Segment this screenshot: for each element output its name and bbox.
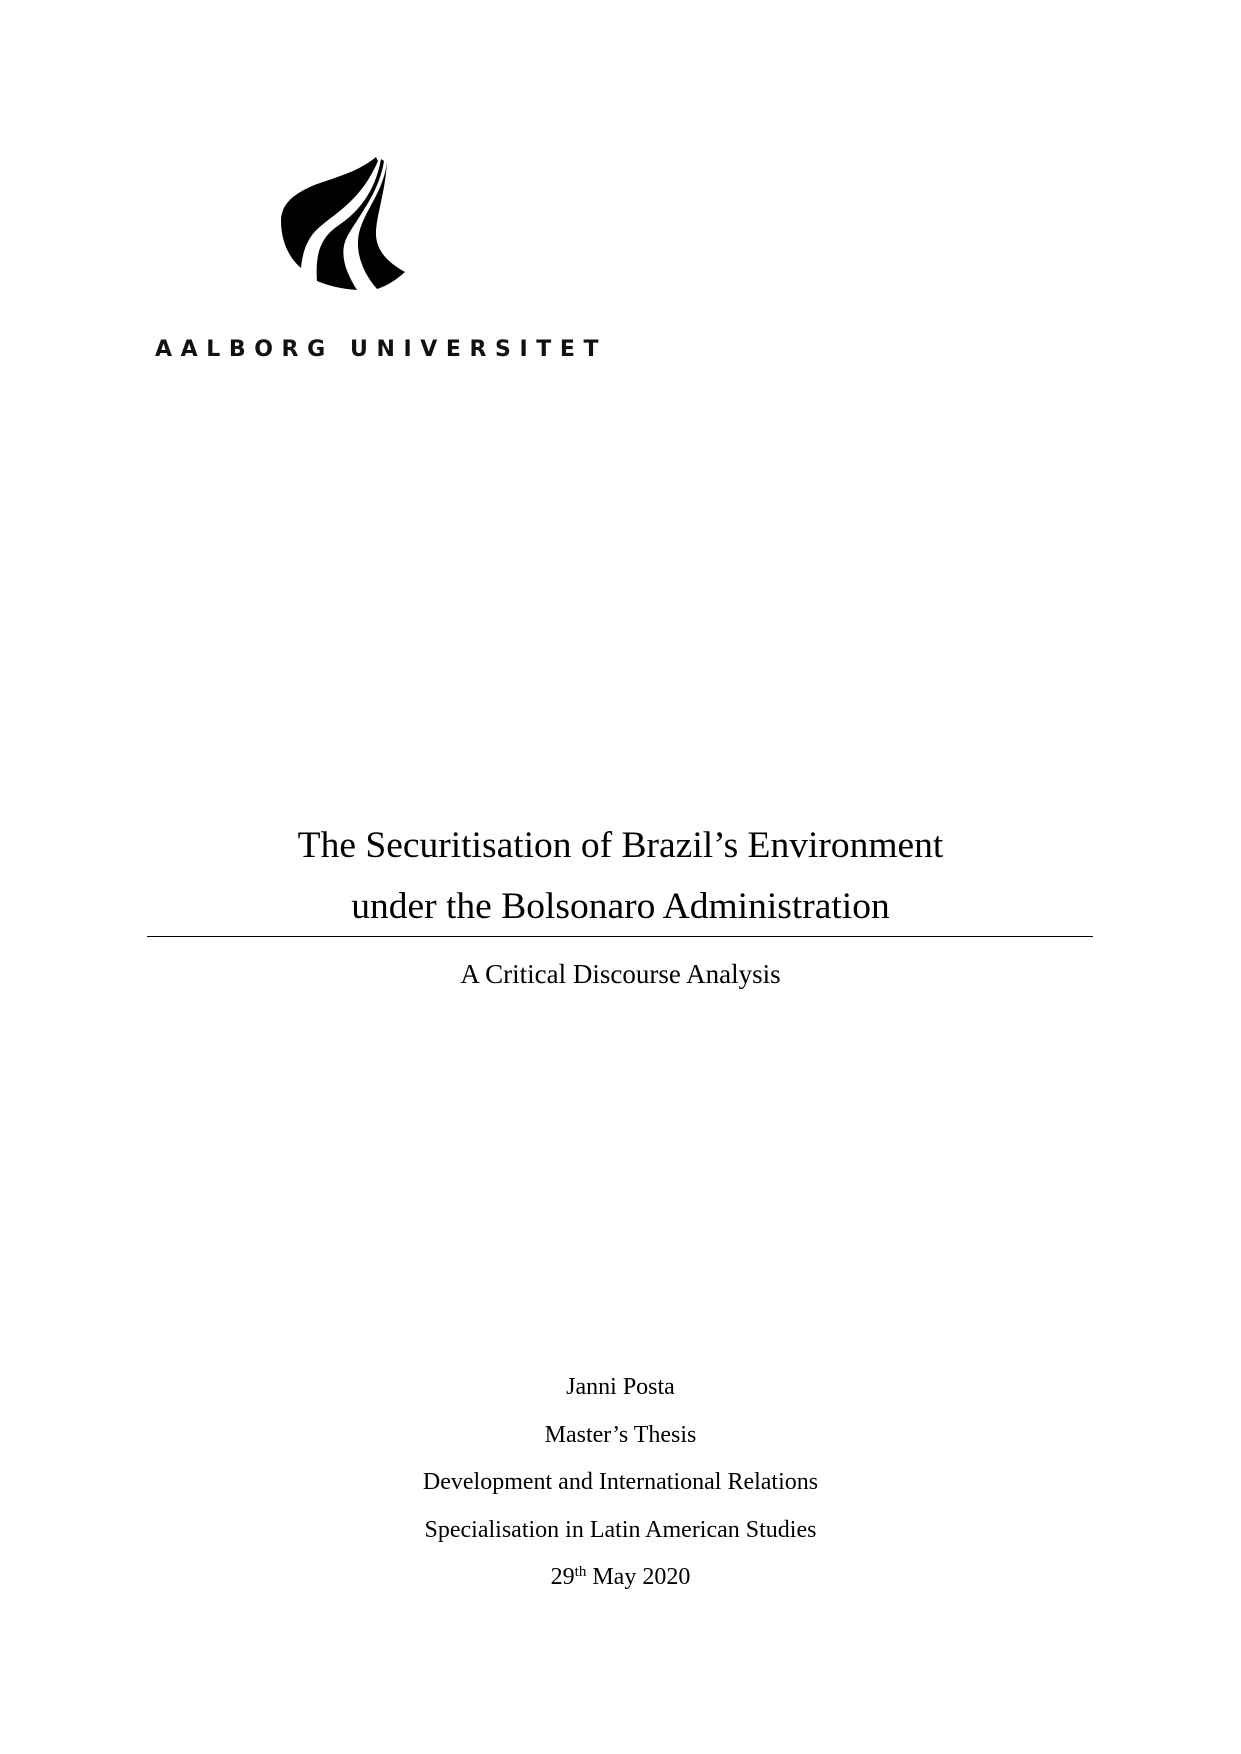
- title-divider: [147, 936, 1093, 937]
- specialisation: Specialisation in Latin American Studies: [424, 1516, 817, 1543]
- thesis-title-line-1: The Securitisation of Brazil’s Environment: [297, 825, 944, 866]
- author-name: Janni Posta: [566, 1374, 675, 1400]
- date-month-year: May 2020: [592, 1564, 691, 1590]
- programme-name: Development and International Relations: [422, 1469, 819, 1495]
- submission-date: [0, 1562, 1241, 1592]
- aalborg-university-logo-icon: [277, 153, 405, 290]
- university-wordmark: AALBORG UNIVERSITET: [155, 337, 608, 362]
- document-type: Master’s Thesis: [544, 1421, 697, 1448]
- thesis-title-line-2: under the Bolsonaro Administration: [351, 886, 890, 927]
- date-day: 29: [550, 1564, 575, 1590]
- date-ordinal-suffix: th: [574, 1563, 587, 1580]
- thesis-subtitle: A Critical Discourse Analysis: [460, 959, 781, 989]
